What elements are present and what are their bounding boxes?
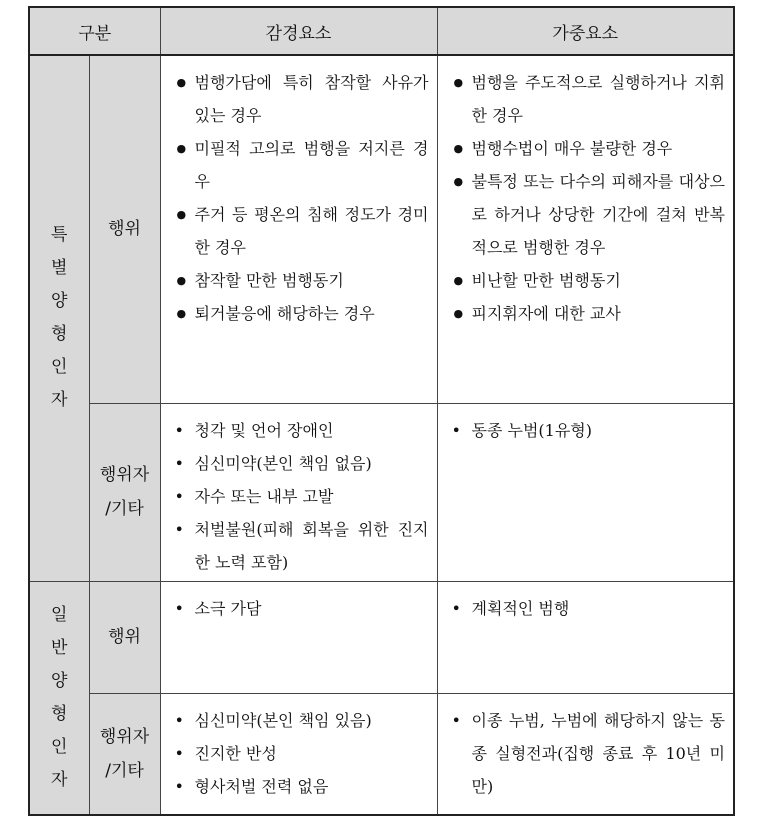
bullet-icon: ● (453, 175, 464, 188)
bullet-icon: • (174, 420, 184, 440)
list-item: • 심신미약(본인 책임 있음) (173, 704, 429, 737)
header-aggravating: 가중요소 (437, 7, 734, 55)
list-item: • 청각 및 언어 장애인 (173, 414, 429, 447)
general-offender-mitigating-cell (160, 693, 437, 815)
list-item: • 진지한 반성 (173, 737, 429, 770)
list-item: ● 피지휘자에 대한 교사 (450, 297, 726, 330)
general-act-row (29, 581, 734, 693)
special-offender-row (29, 403, 734, 581)
special-offender-sub-label: 행위자 /기타 (89, 403, 160, 581)
general-offender-sub-label: 행위자 /기타 (89, 693, 160, 815)
special-act-mitigating-cell (160, 55, 437, 403)
bullet-icon: ● (453, 274, 464, 287)
bullet-list (161, 694, 437, 803)
list-item: ● 미필적 고의로 범행을 저지른 경우 (173, 132, 429, 198)
bullet-list (438, 694, 734, 803)
list-item: • 심신미약(본인 책임 없음) (173, 447, 429, 480)
list-item: ● 불특정 또는 다수의 피해자를 대상으로 하거나 상당한 기간에 걸쳐 반복적으로 범행한 경우 (450, 165, 726, 264)
bullet-icon: ● (176, 76, 187, 89)
bullet-list (161, 56, 437, 330)
list-item: ● 주거 등 평온의 침해 정도가 경미한 경우 (173, 198, 429, 264)
bullet-icon: • (451, 420, 461, 440)
bullet-list (161, 404, 437, 579)
special-act-sub-label: 행위 (89, 55, 160, 403)
general-act-sub-label: 행위 (89, 581, 160, 693)
special-offender-mitigating-cell (160, 403, 437, 581)
bullet-icon: • (174, 710, 184, 730)
special-act-row (29, 55, 734, 403)
general-offender-aggravating-cell (437, 693, 734, 815)
list-item: • 자수 또는 내부 고발 (173, 480, 429, 513)
bullet-list (438, 56, 734, 330)
header-category: 구분 (29, 7, 160, 55)
bullet-icon: • (174, 776, 184, 796)
bullet-icon: ● (176, 208, 187, 221)
bullet-icon: • (451, 598, 461, 618)
list-item: ● 퇴거불응에 해당하는 경우 (173, 297, 429, 330)
bullet-list (161, 582, 437, 625)
bullet-icon: • (174, 598, 184, 618)
special-act-aggravating-cell (437, 55, 734, 403)
bullet-icon: • (451, 710, 461, 730)
bullet-icon: • (174, 486, 184, 506)
list-item: • 소극 가담 (173, 592, 429, 625)
list-item: • 동종 누범(1유형) (450, 414, 726, 447)
list-item: • 이종 누범, 누범에 해당하지 않는 동종 실형전과(집행 종료 후 10년 미만) (450, 704, 726, 803)
list-item: • 계획적인 범행 (450, 592, 726, 625)
bullet-icon: • (174, 743, 184, 763)
list-item: • 형사처벌 전력 없음 (173, 770, 429, 803)
bullet-icon: ● (176, 307, 187, 320)
header-mitigating: 감경요소 (160, 7, 437, 55)
list-item: • 처벌불원(피해 회복을 위한 진지한 노력 포함) (173, 513, 429, 579)
list-item: ● 비난할 만한 범행동기 (450, 264, 726, 297)
bullet-icon: ● (453, 142, 464, 155)
bullet-list (438, 582, 734, 625)
bullet-icon: • (174, 519, 184, 539)
bullet-icon: ● (453, 76, 464, 89)
header-row (29, 7, 734, 55)
bullet-icon: ● (176, 142, 187, 155)
general-offender-row (29, 693, 734, 815)
special-offender-aggravating-cell (437, 403, 734, 581)
bullet-icon: ● (176, 274, 187, 287)
list-item: ● 범행을 주도적으로 실행하거나 지휘한 경우 (450, 66, 726, 132)
sentencing-factors-table (28, 6, 735, 816)
general-act-mitigating-cell (160, 581, 437, 693)
general-factors-label: 일 반 양 형 인 자 (29, 581, 89, 815)
bullet-list (438, 404, 734, 447)
list-item: ● 범행수법이 매우 불량한 경우 (450, 132, 726, 165)
list-item: ● 참작할 만한 범행동기 (173, 264, 429, 297)
special-factors-label: 특 별 양 형 인 자 (29, 55, 89, 581)
list-item: ● 범행가담에 특히 참작할 사유가 있는 경우 (173, 66, 429, 132)
bullet-icon: ● (453, 307, 464, 320)
bullet-icon: • (174, 453, 184, 473)
general-act-aggravating-cell (437, 581, 734, 693)
